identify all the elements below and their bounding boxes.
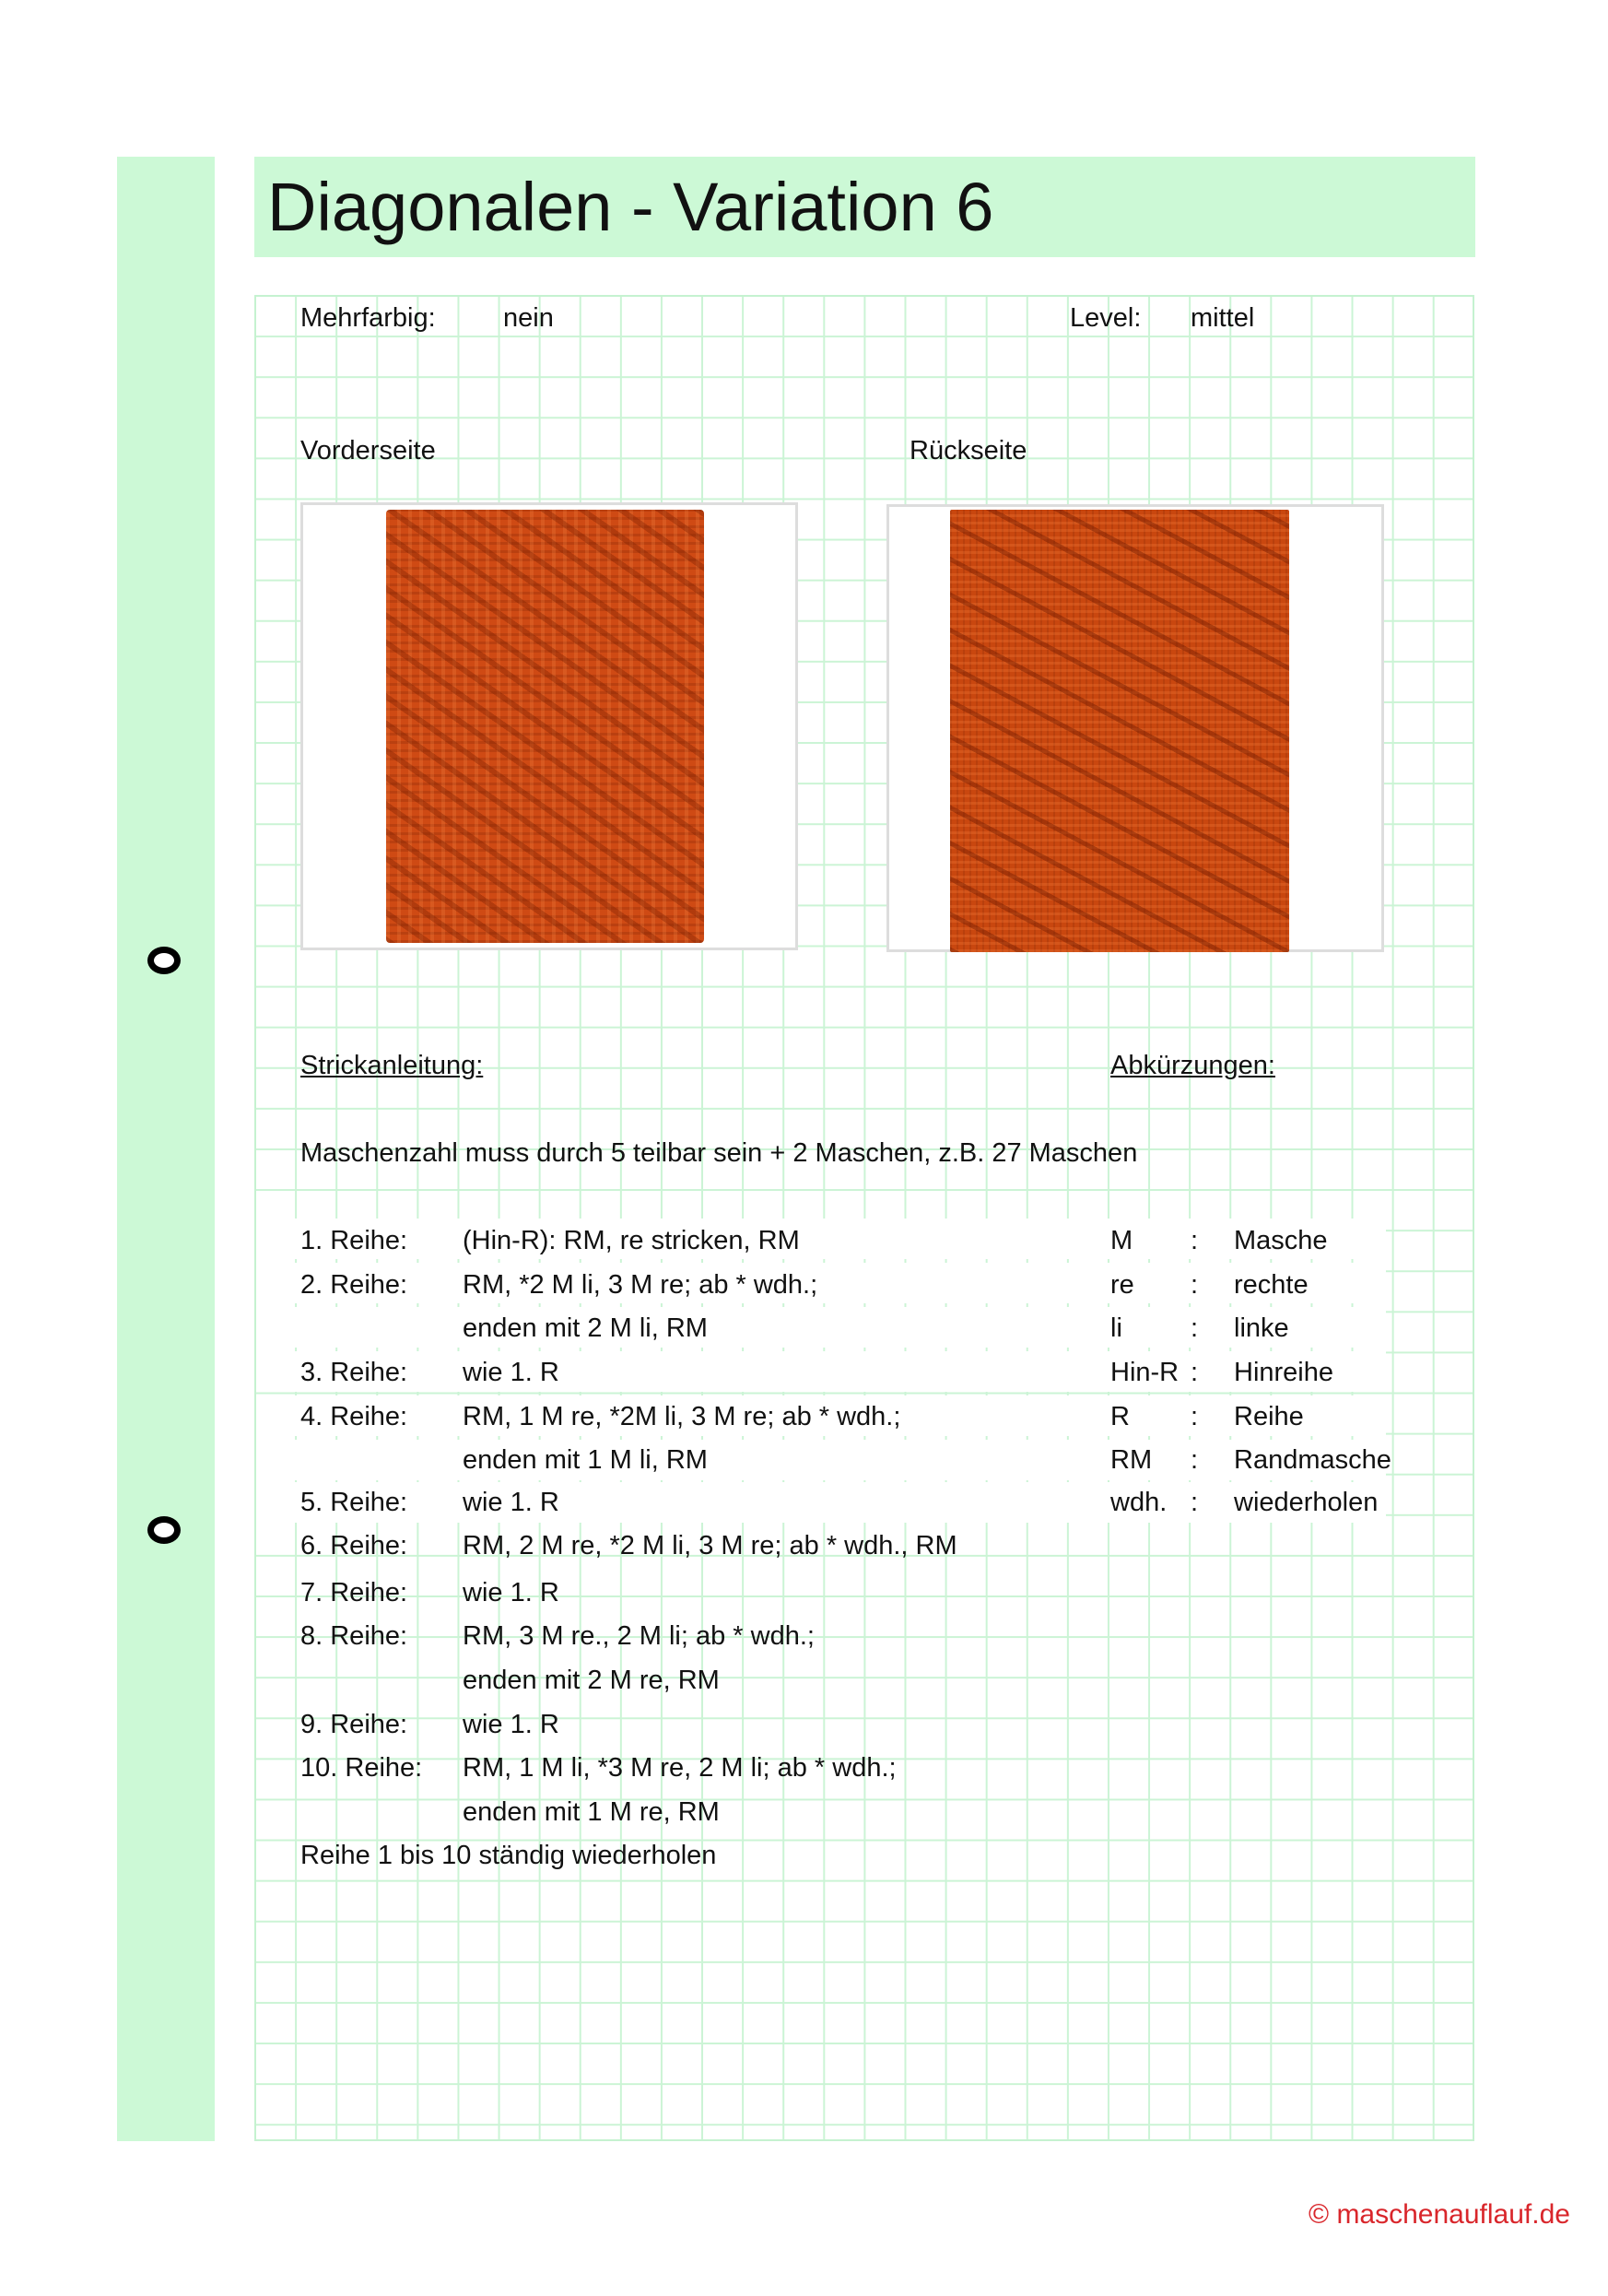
abbr-meaning: Hinreihe [1234,1358,1333,1387]
row-text: RM, 2 M re, *2 M li, 3 M re; ab * wdh., RM [463,1531,957,1560]
row-band [256,1219,1386,1259]
abbr-term: M [1110,1226,1133,1255]
level-label: Level: [1070,303,1142,333]
abbr-term: RM [1110,1445,1153,1475]
row-text: wie 1. R [463,1578,559,1607]
row-label: 1. Reihe: [300,1226,408,1255]
row-text: RM, 3 M re., 2 M li; ab * wdh.; [463,1621,815,1651]
abbr-term: Hin-R [1110,1358,1180,1387]
row-text: (Hin-R): RM, re stricken, RM [463,1226,800,1255]
abbr-meaning: Masche [1234,1226,1328,1255]
copyright-footer: © maschenauflauf.de [1309,2199,1570,2230]
row-text: wie 1. R [463,1358,559,1387]
front-side-label: Vorderseite [300,436,436,465]
row-band [256,1351,1386,1392]
row-band [256,1263,1386,1303]
row-label: 7. Reihe: [300,1578,408,1607]
abbr-separator: : [1191,1226,1199,1255]
front-photo-frame [300,502,798,950]
abbr-term: li [1110,1313,1122,1343]
mehrfarbig-label: Mehrfarbig: [300,303,436,333]
row-text: RM, 1 M li, *3 M re, 2 M li; ab * wdh.; [463,1753,897,1783]
abbr-separator: : [1191,1270,1199,1300]
row-text: enden mit 2 M li, RM [463,1313,708,1343]
level-value: mittel [1191,303,1255,333]
closing-note: Reihe 1 bis 10 ständig wiederholen [300,1841,717,1870]
row-text: enden mit 2 M re, RM [463,1666,720,1695]
row-band [256,1482,1386,1523]
page-title: Diagonalen - Variation 6 [267,169,994,245]
abbr-term: wdh. [1110,1488,1168,1517]
row-label: 3. Reihe: [300,1358,408,1387]
stitch-count-note: Maschenzahl muss durch 5 teilbar sein + 2 Maschen, z.B. 27 Maschen [300,1138,1138,1168]
abbr-meaning: linke [1234,1313,1289,1343]
title-bar [254,157,1475,257]
row-text: RM, *2 M li, 3 M re; ab * wdh.; [463,1270,818,1300]
row-label: 9. Reihe: [300,1710,408,1739]
abbr-separator: : [1191,1488,1199,1517]
row-text: wie 1. R [463,1488,559,1517]
row-band [256,1307,1386,1348]
row-label: 2. Reihe: [300,1270,408,1300]
row-text: enden mit 1 M re, RM [463,1797,720,1827]
abbr-meaning: Randmasche [1234,1445,1391,1475]
abbr-term: re [1110,1270,1134,1300]
row-text: enden mit 1 M li, RM [463,1445,708,1475]
abbr-meaning: Reihe [1234,1402,1304,1431]
row-text: RM, 1 M re, *2M li, 3 M re; ab * wdh.; [463,1402,901,1431]
back-knit-swatch-image [950,510,1289,952]
row-label: 8. Reihe: [300,1621,408,1651]
row-text: wie 1. R [463,1710,559,1739]
back-side-label: Rückseite [910,436,1027,465]
abbr-separator: : [1191,1445,1199,1475]
binder-hole-icon [147,947,181,974]
abbr-separator: : [1191,1313,1199,1343]
abbreviations-header: Abkürzungen: [1110,1051,1275,1080]
abbr-separator: : [1191,1358,1199,1387]
abbr-term: R [1110,1402,1130,1431]
row-label: 10. Reihe: [300,1753,423,1783]
abbr-meaning: rechte [1234,1270,1309,1300]
instructions-header: Strickanleitung: [300,1051,484,1080]
row-label: 6. Reihe: [300,1531,408,1560]
front-knit-swatch-image [386,510,704,943]
row-band [256,1440,1386,1480]
row-label: 4. Reihe: [300,1402,408,1431]
abbr-separator: : [1191,1402,1199,1431]
mehrfarbig-value: nein [503,303,554,333]
row-label: 5. Reihe: [300,1488,408,1517]
binder-hole-icon [147,1516,181,1544]
abbr-meaning: wiederholen [1234,1488,1379,1517]
binder-strip [117,157,215,2141]
back-photo-frame [886,504,1384,952]
